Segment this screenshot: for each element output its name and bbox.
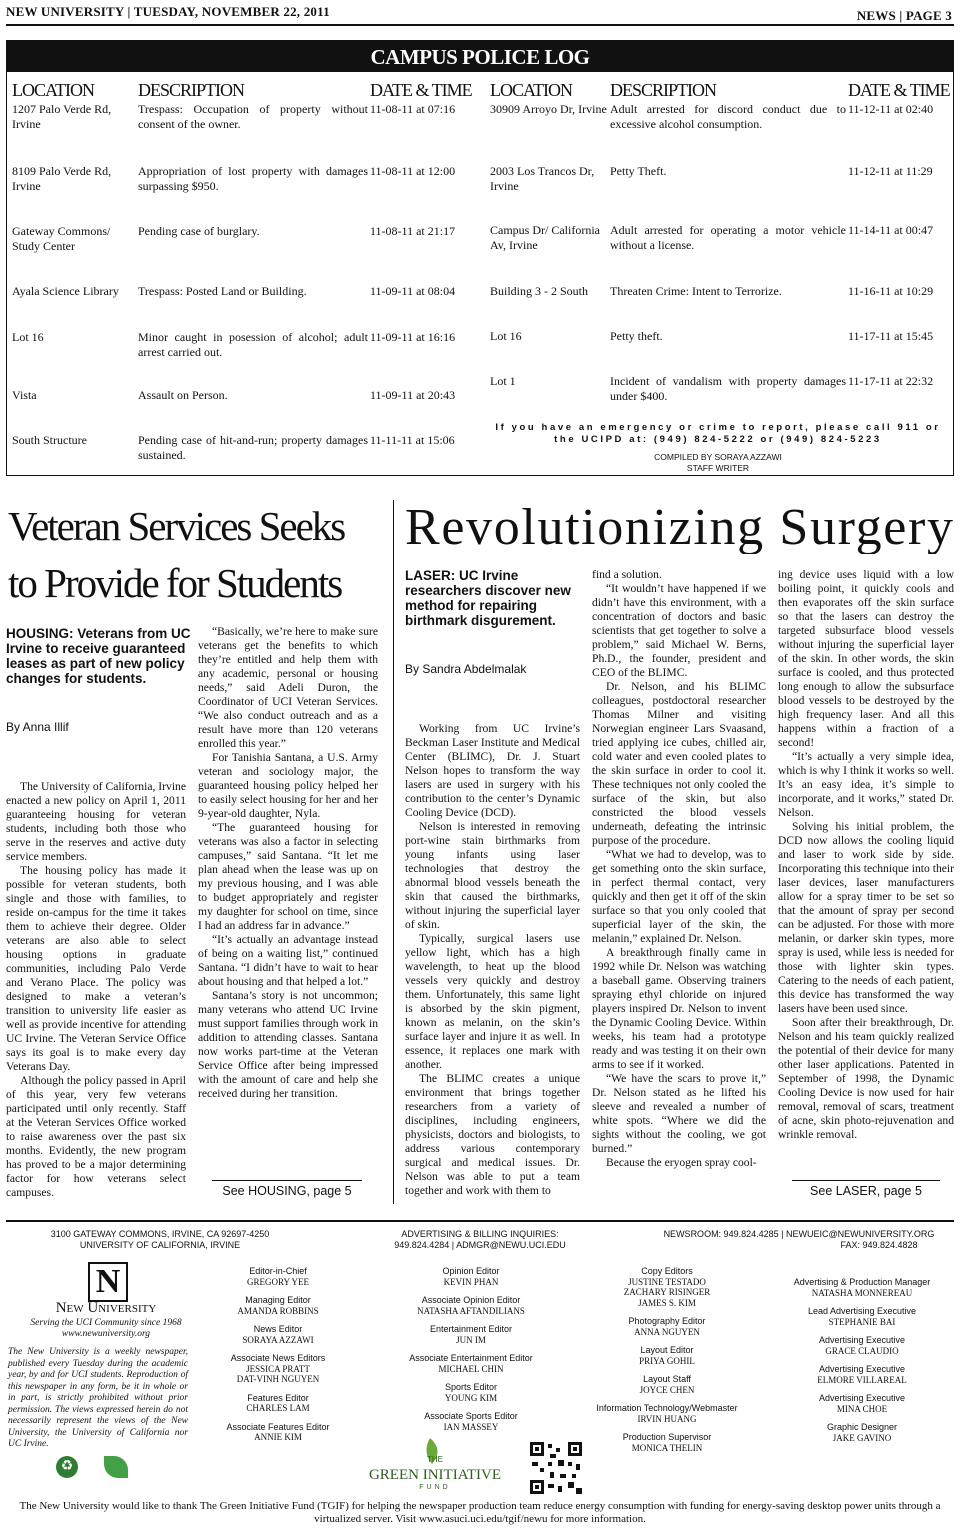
newsroom-contact: NEWSROOM: 949.824.4285 | NEWUEIC@NEWUNIVERSITY.ORG [663,1229,935,1239]
leaf-icon [104,1456,128,1478]
police-log-desc: Pending case of hit-and-run; property damages sustained. [138,433,368,462]
paper-name: New University [55,1300,157,1316]
surgery-byline: By Sandra Abdelmalak [405,662,527,676]
veterans-headline-line1: Veteran Services Seeks [8,503,345,549]
spacer [396,1345,546,1353]
surgery-column-2 [592,568,766,1170]
col-location-left: LOCATION [12,80,94,100]
masthead-name: AMANDA ROBBINS [237,1305,319,1316]
tagline: Serving the UCI Community since 1968 [30,1318,182,1328]
newspaper-logo: N [88,1262,128,1302]
masthead-name: GREGORY YEE [246,1276,310,1287]
masthead-name: GRACE CLAUDIO [825,1345,899,1356]
paragraph: For Tanishia Santana, a U.S. Army veteran and sociology major, the guaranteed housing policy helped her to easily select housing for her and her 9-year-old daughter, Nyla. [198,751,378,820]
spacer [206,1287,350,1295]
paragraph: Nelson is interested in removing port-wine stain birthmarks from young infants using laser technologies that destroy the abnormal blood vessels beneath the skin that caused the birthmarks, without injuring the superficial layer of skin. [405,820,580,931]
qr-code-svg [528,1440,584,1496]
paragraph: Dr. Nelson, and his BLIMC colleagues, postdoctoral researcher Thomas Milner and visiting Norwegian engineer Lars Svaasand, tried applying ice cubes, chilled air, cold water and even cooled plates to the skin surface in order to cool it. These techniques not only cooled the surface of the skin, but also constricted the blood vessels underneath, defeating the intrinsic purpose of the procedure. [592,680,766,847]
masthead-column-4 [772,1277,952,1443]
col-description-left: DESCRIPTION [138,80,245,100]
masthead-name: JESSICA PRATT [246,1363,310,1374]
masthead-name: CHARLES LAM [246,1403,310,1413]
website: www.newuniversity.org [61,1329,151,1339]
surgery-deck: LASER: UC Irvine researchers discover new method for repairing birthmark disgurement. [405,568,571,628]
fax: FAX: 949.824.4828 [840,1240,918,1250]
footer-address [20,1229,300,1251]
masthead-title: Associate Entertainment Editor [409,1353,533,1363]
green-fund: FUND [419,1484,451,1490]
masthead-title: Associate Features Editor [226,1421,330,1432]
veterans-jump-link[interactable]: See HOUSING, page 5 [212,1180,362,1198]
paragraph: Although the policy passed in April of this year, very few veterans participated until only recently. Staff at the Veteran Services Office worked to raise awareness over the past six months. Evidently, the new program has proved to be a major determining factor for how veterans select campuses. [6,1074,186,1199]
police-log-date: 11-12-11 at 02:40 [848,102,934,116]
masthead-title: Advertising Executive [818,1364,906,1374]
masthead-name: IRVIN HUANG [637,1413,697,1424]
masthead-column-3 [582,1266,752,1453]
masthead-title: Photography Editor [628,1316,706,1326]
police-log-date: 11-09-11 at 16:16 [370,330,456,344]
paragraph: “The guaranteed housing for veterans was also a factor in selecting campuses,” said Santana. “It let me plan ahead when the lease was up on my previous housing, and I was able to budget appropriately and register my daughter for school on time, since I had an address far in advance.” [198,821,378,932]
paragraph: ing device uses liquid with a low boiling point, it quickly cools and then evaporates off the skin surface so that the lasers can destroy the targeted subsurface blood vessels without injuring the superficial layer of the skin. In other words, the skin surface is cooled, and thus protected long enough to allow the subsurface blood vessels to be destroyed by the high frequency laser. And all this happens within a fraction of a second! [778,568,954,749]
spacer [396,1403,546,1411]
masthead-name: JAKE GAVINO [832,1432,892,1443]
surgery-column-1 [405,722,580,1198]
masthead-name: MONICA THELIN [631,1442,703,1453]
paragraph: “What we had to develop, was to get something onto the skin surface, in perfect thermal contact, very quickly and then get it off of the skin surface so that you only cooled that superficial layer of the skin, the melanin,” explained Dr. Nelson. [592,848,766,945]
police-log-desc: Pending case of burglary. [138,224,260,238]
police-log-loc: Lot 1 [490,374,516,388]
police-log-loc: 1207 Palo Verde Rd, Irvine [12,102,112,131]
police-log-title: CAMPUS POLICE LOG [6,40,954,72]
masthead-title: Advertising & Production Manager [793,1277,931,1287]
address-line2: UNIVERSITY OF CALIFORNIA, IRVINE [79,1240,241,1250]
police-log-desc: Petty theft. [610,329,663,343]
masthead-column-1 [206,1266,350,1443]
masthead-name: YOUNG KIM [444,1392,498,1403]
masthead-name: STEPHANIE BAI [828,1316,896,1327]
header-rule [6,24,954,26]
veterans-headline [8,498,388,612]
masthead-name: SORAYA AZZAWI [242,1334,314,1345]
spacer [582,1308,752,1316]
masthead-name: JUSTINE TESTADO [628,1276,706,1287]
masthead-name: IAN MASSEY [443,1421,499,1432]
emergency-notice: If you have an emergency or crime to report, please call 911 or the UCIPD at: (949) 824-5222 or (949) 824-5223 [495,422,941,445]
police-log-loc: Campus Dr/ California Av, Irvine [490,223,600,252]
footer-rule [6,1220,954,1222]
police-log-desc: Appropriation of lost property with damages surpassing $950. [138,164,368,193]
police-log-date: 11-12-11 at 11:29 [848,164,933,178]
col-description-right: DESCRIPTION [610,80,717,100]
paragraph: Typically, surgical lasers use yellow light, which has a high wavelength, to heat up the blood vessels very quickly and destroy them. Unfortunately, this same light is absorbed by the skin pigment, known as melanin, on the skin’s surface layer and injure it as well. In essence, it replaces one mark with another. [405,932,580,1071]
paragraph: Working from UC Irvine’s Beckman Laser Institute and Medical Center (BLIMC), Dr. J. Stuart Nelson hopes to transform the way lasers are used in surgery with his contribution to the center’s Dynamic Cooling Device (DCD). [405,722,580,819]
police-log-loc: Vista [12,388,37,402]
police-log-loc: Ayala Science Library [12,284,119,298]
veterans-column-2 [198,625,378,1101]
masthead-title: Associate Sports Editor [424,1411,518,1421]
paragraph: Solving his initial problem, the DCD now allows the cooling liquid and laser to work side by side. Incorporating this technique into their laser devices, laser manufacturers allow for a spray timer to be set so that the amount of spray per second can be adjusted. For those with more melanin, or darker skin types, more spray is used, while less is needed for those with lighter skin types. Catering to the needs of each patient, this device has transformed the way lasers have been used since. [778,820,954,1015]
surgery-headline-text: Revolutionizing Surgery [405,499,953,554]
masthead-title: News Editor [253,1324,303,1334]
masthead-name: JUN IM [456,1334,486,1345]
masthead-title: Associate Opinion Editor [421,1295,521,1305]
masthead-name: JOYCE CHEN [639,1384,695,1395]
tgif-thanks: The New University would like to thank The Green Initiative Fund (TGIF) for helping the newspaper production team reduce energy consumption with funding for energy-saving desktop power units through a virtualized server. Visit www.asuci.uci.edu/tgif/newu for more information. [19,1500,941,1525]
masthead-title: Sports Editor [444,1382,498,1392]
masthead-name: PRIYA GOHIL [639,1355,695,1366]
police-log-desc: Minor caught in posession of alcohol; adult arrest carried out. [138,330,368,359]
masthead-title: Production Supervisor [622,1432,712,1442]
veterans-headline-line2: to Provide for Students [8,560,342,606]
staff-writer: STAFF WRITER [686,463,750,473]
green-the: THE [427,1455,443,1464]
police-log-date: 11-17-11 at 22:32 [848,374,934,388]
spacer [582,1366,752,1374]
police-log-loc: Lot 16 [12,330,44,344]
police-log-desc: Assault on Person. [138,388,228,402]
police-log-date: 11-14-11 at 00:47 [848,223,934,237]
paragraph: Soon after their breakthrough, Dr. Nelson and his team quickly realized the potential of their device for many other laser applications. Patented in September of 1998, the Dynamic Cooling Device is now used for hair removal, removal of scars, treatment of acne, skin photo-rejuvenation and wrinkle removal. [778,1016,954,1141]
masthead-name: NATASHA MONNEREAU [811,1287,913,1298]
masthead-title: Layout Staff [643,1374,691,1384]
police-log-desc: Incident of vandalism with property damages under $400. [610,374,846,403]
police-log-desc: Threaten Crime: Intent to Terrorize. [610,284,782,298]
police-log-desc: Adult arrested for discord conduct due to excessive alcohol consumption. [610,102,846,131]
police-log-date: 11-08-11 at 07:16 [370,102,456,116]
police-log-desc: Adult arrested for operating a motor vehicle without a license. [610,223,846,252]
address-line1: 3100 GATEWAY COMMONS, IRVINE, CA 92697-4250 [50,1229,270,1239]
green-initiative-logo [352,1436,518,1490]
police-log-loc: 2003 Los Trancos Dr, Irvine [490,164,595,193]
masthead-title: Lead Advertising Executive [807,1306,917,1316]
paragraph: Santana’s story is not uncommon; many veterans who attend UC Irvine must support families through work in addition to attending classes. Santana now works part-time at the Veteran Service Office after being impressed with the amount of care and help she received during her transition. [198,989,378,1100]
spacer [582,1424,752,1432]
police-log-date: 11-16-11 at 10:29 [848,284,934,298]
police-log-loc: South Structure [12,433,87,447]
masthead-title: Advertising Executive [818,1335,906,1345]
masthead-title: Graphic Designer [826,1422,898,1432]
green-name: GREEN INITIATIVE [368,1467,502,1483]
spacer [206,1385,350,1393]
paragraph: “It’s actually an advantage instead of being on a waiting list,” continued Santana. “I didn’t have to wait to hear about housing and that helped a lot.” [198,933,378,988]
footer-newsroom [640,1229,958,1251]
spacer [582,1395,752,1403]
police-log-date: 11-17-11 at 15:45 [848,329,934,343]
police-log-loc: 30909 Arroyo Dr, Irvine [490,102,607,116]
masthead-title: Opinion Editor [442,1266,500,1276]
police-log-loc: Gateway Commons/ Study Center [12,224,111,253]
police-log-loc: 8109 Palo Verde Rd, Irvine [12,164,112,193]
police-log-loc: Lot 16 [490,329,522,343]
spacer [772,1385,952,1393]
column-divider [393,500,394,1204]
col-date-left: DATE & TIME [370,80,472,100]
col-location-right: LOCATION [490,80,572,100]
masthead-name: DAT-VINH NGUYEN [236,1374,320,1384]
police-log-date: 11-09-11 at 20:43 [370,388,456,402]
col-date-right: DATE & TIME [848,80,950,100]
green-initiative-svg [352,1436,518,1490]
spacer [396,1374,546,1382]
surgery-column-3 [778,568,954,1142]
paragraph: “It wouldn’t have happened if we didn’t have this environment, with a concentration of doctors and basic scientists that get together to solve a problem,” said Michael W. Berns, Ph.D., the founder, president and CEO of the BLIMC. [592,582,766,679]
police-log-date: 11-08-11 at 12:00 [370,164,456,178]
spacer [206,1345,350,1353]
spacer [772,1327,952,1335]
masthead-name: MICHAEL CHIN [438,1363,504,1374]
paragraph: find a solution. [592,568,662,581]
publication-blurb: The New University is a weekly newspaper, published every Tuesday during the academic year, by and for UCI students. Reproduction of this newspaper in any form, be it in whole or in part, is strictly prohibited without prior permission. The views expressed herein do not necessarily represent the views of the New University, the University of California nor UC Irvine. [8,1347,188,1449]
masthead-title: Entertainment Editor [429,1324,513,1334]
paragraph: The housing policy has made it possible for veteran students, both single and those with families, to reside on-campus for the time it takes them to achieve their degree. Older veterans are also able to select housing options in graduate communities, including Palo Verde and Verano Place. The policy was designed to make a veteran’s transition to university life easier as well as provide incentive for attending UC Irvine. The Veteran Service Office says its goal is to make every day Veterans Day. [6,864,186,1073]
advertising-contact: 949.824.4284 | ADMGR@NEWU.UCI.EDU [394,1240,566,1250]
surgery-headline [405,492,955,554]
veterans-byline: By Anna Illif [6,720,69,734]
masthead-title: Advertising Executive [818,1393,906,1403]
surgery-jump-link[interactable]: See LASER, page 5 [792,1180,940,1198]
paragraph: Because the eryogen spray cool- [606,1156,757,1169]
page-header-right: NEWS | PAGE 3 [856,8,952,23]
paragraph: A breakthrough finally came in 1992 while Dr. Nelson was watching a baseball game. Observing trainers spraying ethyl chloride on injured players inspired Dr. Nelson to invent the Dynamic Cooling Device. Within weeks, his team had a prototype ready and was testing it on their own arms to see if it worked. [592,946,766,1071]
police-log-desc: Petty Theft. [610,164,667,178]
police-log-desc: Trespass: Posted Land or Building. [138,284,307,298]
masthead-title: Layout Editor [640,1345,694,1355]
masthead-title: Editor-in-Chief [249,1266,307,1276]
spacer [396,1316,546,1324]
masthead-name: ANNA NGUYEN [634,1326,700,1337]
veterans-column-1 [6,780,186,1200]
masthead-title: Features Editor [247,1392,309,1403]
paragraph: The BLIMC creates a unique environment that brings together researchers from a variety of disciplines, including engineers, physicists, doctors and biologists, to address various contemporary surgical and medical issues. Dr. Nelson was able to put a team together and work with them to [405,1072,580,1197]
masthead-title: Managing Editor [245,1295,311,1305]
masthead-name: KEVIN PHAN [443,1276,499,1287]
veterans-deck: HOUSING: Veterans from UC Irvine to receive guaranteed leases as part of new policy changes for students. [6,626,191,686]
masthead-name: ANNIE KIM [254,1432,302,1442]
masthead-title: Information Technology/Webmaster [596,1403,738,1413]
paragraph: “It’s actually a very simple idea, which is why I think it works so well. It’s an easy idea, it’s simple to incorporate, and it works,” stated Dr. Nelson. [778,750,954,819]
masthead-name: ZACHARY RISINGER [623,1287,711,1297]
paragraph: “Basically, we’re here to make sure veterans get the benefits to which they’re entitled and help them with any academic, personal or housing needs,” said Adeli Duron, the Coordinator of UCI Veteran Services. “We also conduct outreach and as a result have more than 120 veterans enrolled this year.” [198,625,378,750]
masthead-name: MINA CHOE [836,1403,888,1414]
police-log-loc: Building 3 - 2 South [490,284,589,298]
spacer [772,1298,952,1306]
page-header-left: NEW UNIVERSITY | TUESDAY, NOVEMBER 22, 2011 [6,4,330,19]
masthead-column-2 [396,1266,546,1432]
advertising-label: ADVERTISING & BILLING INQUIRIES: [401,1229,559,1239]
spacer [396,1287,546,1295]
footer-advertising [360,1229,600,1251]
recycle-icon: ♻ [56,1456,78,1478]
paragraph: “We have the scars to prove it,” Dr. Nelson stated as he lifted his sleeve and revealed a number of white spots. “Where we did the sights without the cooling, we got burned.” [592,1072,766,1155]
spacer [206,1414,350,1422]
police-log-date: 11-09-11 at 08:04 [370,284,456,298]
spacer [772,1414,952,1422]
paragraph: The University of California, Irvine enacted a new policy on April 1, 2011 guaranteeing housing for veteran students, including both those who serve in the reserves and active duty service members. [6,780,186,863]
masthead-title: Copy Editors [641,1266,693,1276]
masthead-title: Associate News Editors [230,1353,326,1363]
police-log-date: 11-11-11 at 15:06 [370,433,455,447]
masthead-name: NATASHA AFTANDILIANS [417,1305,525,1316]
police-log-date: 11-08-11 at 21:17 [370,224,456,238]
spacer [206,1316,350,1324]
qr-code-icon[interactable] [528,1440,584,1496]
surgery-headline-svg [405,492,955,554]
masthead-name: ELMORE VILLAREAL [817,1374,907,1385]
compiled-by: COMPILED BY SORAYA AZZAWI [654,452,782,462]
masthead-name: JAMES S. KIM [638,1297,696,1308]
spacer [582,1337,752,1345]
police-log-desc: Trespass: Occupation of property without consent of the owner. [138,102,368,131]
spacer [772,1356,952,1364]
log-credit [490,452,946,474]
